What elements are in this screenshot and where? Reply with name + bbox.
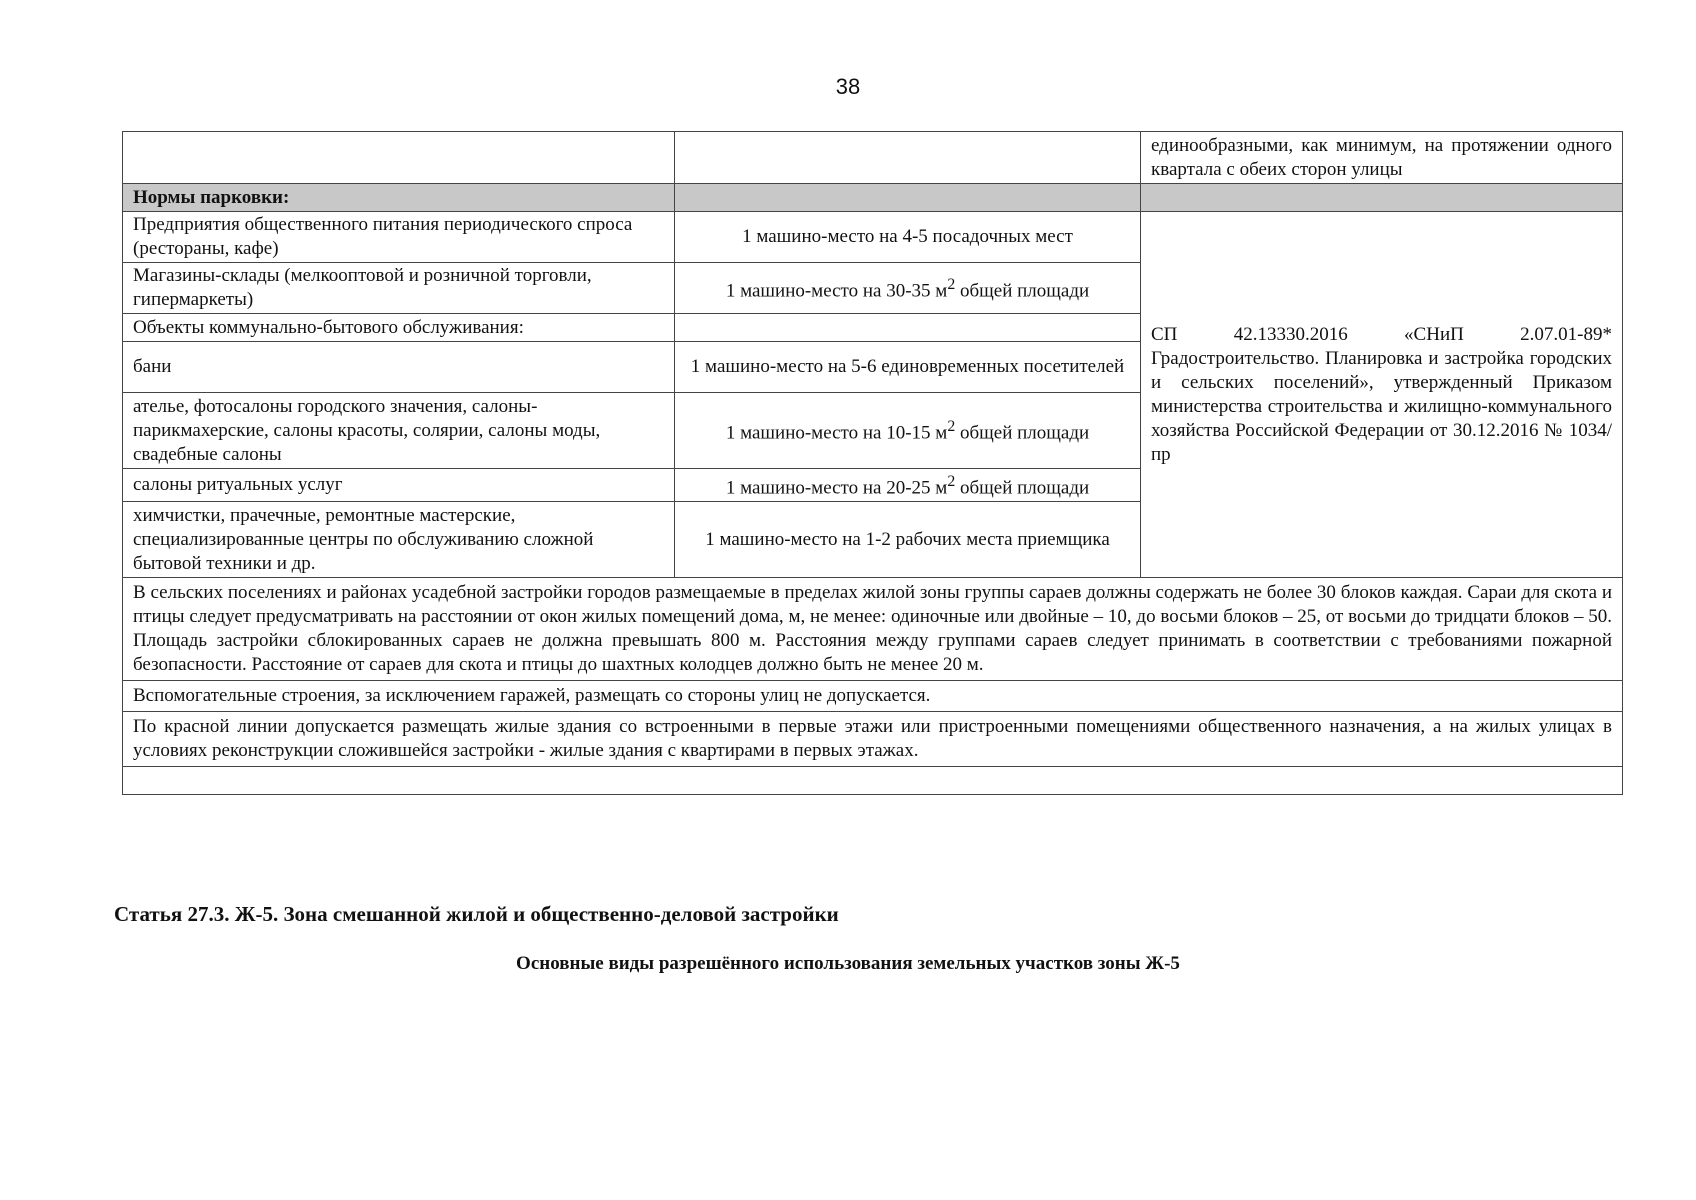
- continuation-cell-3: единообразными, как минимум, на протяжении одного квартала с обеих сторон улицы: [1141, 132, 1623, 184]
- note-sheds: В сельских поселениях и районах усадебной застройки городов размещаемые в пределах жилой зоны группы сараев должны содержать не более 30 блоков каждая. Сараи для скота и птицы следует предусматривать на расстоянии от окон жилых помещений дома, м, не менее: одиночные или двойные – 10, до восьми блоков – 25, от восьми до тридцати блоков – 50. Площадь застройки сблокированных сараев не должна превышать 800 м. Расстояния между группами сараев следует принимать в соответствии с требованиями пожарной безопасности. Расстояние от сараев для скота и птицы до шахтных колодцев должно быть не менее 20 м.: [123, 578, 1623, 681]
- continuation-cell-1: [123, 132, 675, 184]
- note-row: [123, 767, 1623, 795]
- note-row: [123, 681, 1623, 712]
- regulation-reference: СП 42.13330.2016 «СНиП 2.07.01-89* Градостроительство. Планировка и застройка городских и сельских поселений», утвержденный Приказом министерства строительства и жилищно-коммунального хозяйства Российской Федерации от 30.12.2016 № 1034/пр: [1141, 212, 1623, 578]
- norm-superscript: 2: [947, 418, 956, 436]
- page-number: 38: [835, 74, 861, 99]
- table-row: [123, 212, 1623, 263]
- norm-text-suffix: общей площади: [955, 280, 1090, 302]
- row-label: бани: [123, 342, 675, 393]
- note-row: [123, 578, 1623, 681]
- norm-text: 1 машино-место на 10-15 м: [725, 422, 948, 444]
- row-norm: [675, 469, 1141, 502]
- row-norm: 1 машино-место на 1-2 рабочих места приемщика: [675, 502, 1141, 578]
- norm-superscript: 2: [947, 473, 956, 490]
- norm-text: 1 машино-место на 20-25 м: [725, 477, 948, 499]
- row-norm: [675, 263, 1141, 314]
- continuation-cell-2: [675, 132, 1141, 184]
- parking-header-row: [123, 184, 1623, 212]
- row-norm: [675, 393, 1141, 469]
- table-row-continuation: [123, 132, 1623, 184]
- norm-text-suffix: общей площади: [955, 422, 1090, 444]
- norm-superscript: 2: [947, 275, 956, 293]
- row-label: Объекты коммунально-бытового обслуживания:: [123, 314, 675, 342]
- note-empty: [123, 767, 1623, 795]
- row-label: Предприятия общественного питания периодического спроса (рестораны, кафе): [123, 212, 675, 263]
- row-label: салоны ритуальных услуг: [123, 469, 675, 502]
- row-norm: 1 машино-место на 4-5 посадочных мест: [675, 212, 1141, 263]
- row-label: Магазины-склады (мелкооптовой и розничной торговли, гипермаркеты): [123, 263, 675, 314]
- parking-header-empty-3: [1141, 184, 1623, 212]
- note-row: [123, 712, 1623, 767]
- article-title: Статья 27.3. Ж-5. Зона смешанной жилой и общественно-деловой застройки: [114, 902, 839, 926]
- parking-header-empty-2: [675, 184, 1141, 212]
- parking-norms-table: [122, 131, 1623, 795]
- row-label: химчистки, прачечные, ремонтные мастерские, специализированные центры по обслуживанию сложной бытовой техники и др.: [123, 502, 675, 578]
- row-norm: [675, 314, 1141, 342]
- note-auxiliary-buildings: Вспомогательные строения, за исключением гаражей, размещать со стороны улиц не допускается.: [123, 681, 1623, 712]
- row-norm: 1 машино-место на 5-6 единовременных посетителей: [675, 342, 1141, 393]
- section-title: Основные виды разрешённого использования земельных участков зоны Ж-5: [516, 953, 1180, 974]
- parking-header: Нормы парковки:: [123, 184, 675, 212]
- row-label: ателье, фотосалоны городского значения, салоны-парикмахерские, салоны красоты, солярии, салоны моды, свадебные салоны: [123, 393, 675, 469]
- norm-text: 1 машино-место на 30-35 м: [725, 280, 948, 302]
- norm-text-suffix: общей площади: [955, 477, 1090, 499]
- note-red-line: По красной линии допускается размещать жилые здания со встроенными в первые этажи или пристроенными помещениями общественного назначения, а на жилых улицах в условиях реконструкции сложившейся застройки - жилые здания с квартирами в первых этажах.: [123, 712, 1623, 767]
